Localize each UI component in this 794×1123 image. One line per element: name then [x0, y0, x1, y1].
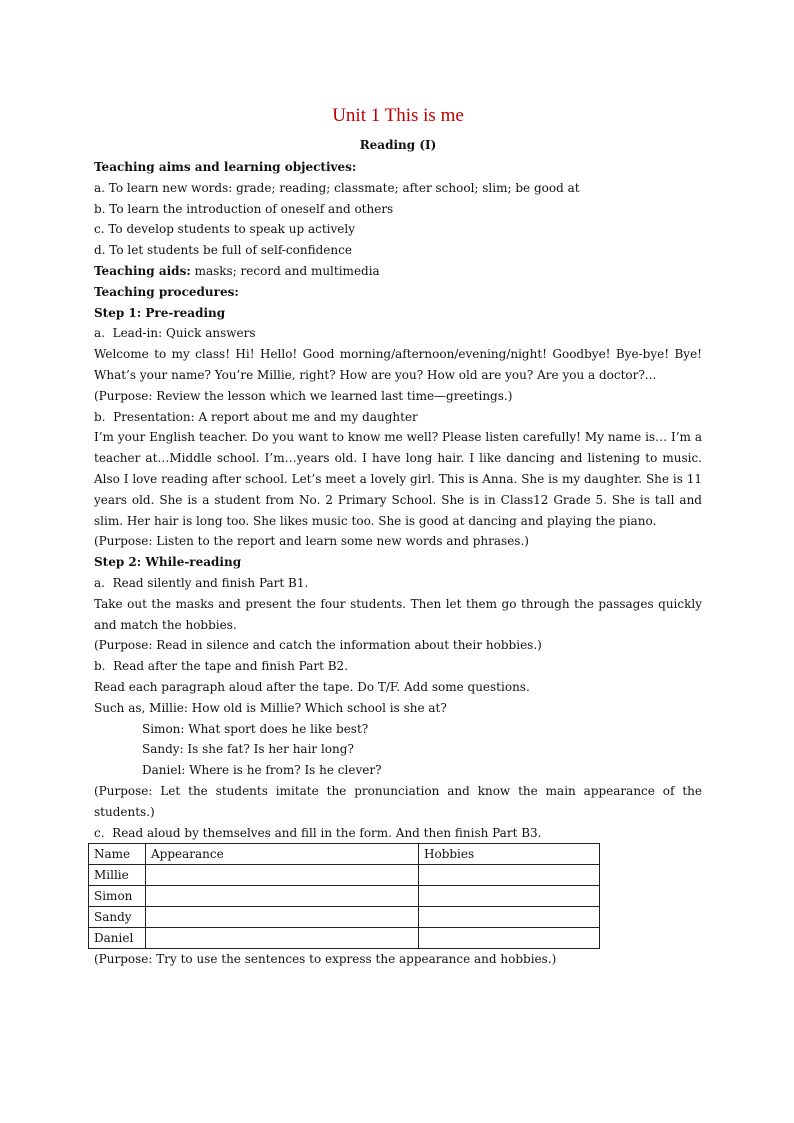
- step1-b-label: b. Presentation: A report about me and my daughter: [94, 409, 418, 424]
- step2-heading: Step 2: While-reading: [94, 555, 242, 570]
- step1-a-purpose: (Purpose: Review the lesson which we learned last time—greetings.): [94, 388, 513, 403]
- table-row: [89, 907, 600, 928]
- procedures-heading: Teaching procedures:: [94, 284, 239, 299]
- table-cell-appearance: [146, 928, 419, 949]
- question-item: Such as, Millie: How old is Millie? Which school is she at?: [94, 700, 447, 715]
- step2-a-label: a. Read silently and finish Part B1.: [94, 575, 309, 590]
- table-cell-appearance: [146, 907, 419, 928]
- step2-b-purpose: (Purpose: Let the students imitate the pronunciation and know the main appearance of the students.): [94, 783, 706, 819]
- table-cell-hobbies: [419, 907, 600, 928]
- aim-item: b. To learn the introduction of oneself and others: [94, 201, 394, 216]
- step1-a-text: Welcome to my class! Hi! Hello! Good morning/afternoon/evening/night! Goodbye! Bye-bye! Bye! What’s your name? You’re Millie, right? How are you? How old are you? Are you a doctor?...: [94, 347, 706, 382]
- question-item: Daniel: Where is he from? Is he clever?: [142, 763, 382, 778]
- step2-a-purpose: (Purpose: Read in silence and catch the information about their hobbies.): [94, 638, 542, 653]
- table-header-hobbies: Hobbies: [419, 844, 600, 865]
- table-cell-name: Daniel: [89, 928, 146, 949]
- step1-b-purpose: (Purpose: Listen to the report and learn some new words and phrases.): [94, 534, 529, 549]
- table-row: [89, 928, 600, 949]
- question-item: Simon: What sport does he like best?: [142, 721, 369, 736]
- table-header-row: [89, 844, 600, 865]
- appearance-hobbies-table: [88, 843, 600, 949]
- step1-a-label: a. Lead-in: Quick answers: [94, 326, 256, 341]
- table-header-name: Name: [89, 844, 146, 865]
- step2-a-text: Take out the masks and present the four students. Then let them go through the passages quickly and match the hobbies.: [94, 596, 706, 632]
- table-cell-appearance: [146, 865, 419, 886]
- aims-heading: Teaching aims and learning objectives:: [94, 160, 357, 174]
- aids-text: masks; record and multimedia: [190, 263, 380, 278]
- aim-item: c. To develop students to speak up actively: [94, 222, 355, 237]
- step2-b-label: b. Read after the tape and finish Part B2.: [94, 659, 349, 674]
- table-row: [89, 886, 600, 907]
- step1-heading: Step 1: Pre-reading: [94, 305, 226, 320]
- step2-c-purpose: (Purpose: Try to use the sentences to express the appearance and hobbies.): [94, 952, 557, 967]
- table-cell-name: Sandy: [89, 907, 146, 928]
- table-header-appearance: Appearance: [146, 844, 419, 865]
- table-cell-name: Millie: [89, 865, 146, 886]
- table-cell-appearance: [146, 886, 419, 907]
- aids-line: [94, 261, 702, 282]
- table-cell-hobbies: [419, 886, 600, 907]
- table-cell-name: Simon: [89, 886, 146, 907]
- table-cell-hobbies: [419, 865, 600, 886]
- aim-item: d. To let students be full of self-confidence: [94, 243, 352, 258]
- document-page: [94, 104, 706, 970]
- question-item: Sandy: Is she fat? Is her hair long?: [142, 742, 354, 757]
- step2-b-text: Read each paragraph aloud after the tape. Do T/F. Add some questions.: [94, 679, 530, 694]
- section-subtitle: Reading (I): [359, 138, 437, 152]
- table-cell-hobbies: [419, 928, 600, 949]
- aim-item: a. To learn new words: grade; reading; classmate; after school; slim; be good at: [94, 180, 580, 195]
- aids-label: Teaching aids:: [94, 263, 191, 278]
- step2-c-label: c. Read aloud by themselves and fill in the form. And then finish Part B3.: [94, 825, 542, 840]
- table-row: [89, 865, 600, 886]
- page-title: Unit 1 This is me: [332, 105, 464, 126]
- step1-b-text: I’m your English teacher. Do you want to know me well? Please listen carefully! My name is… I’m a teacher at…Middle school. I’m…years old. I have long hair. I like dancing and listening to music. Also I love reading after school. Let’s meet a lovely girl. This is Anna. She is my daughter. She is 11 years old. She is a student from No. 2 Primary School. She is in Class12 Grade 5. She is tall and slim. Her hair is long too. She likes music too. She is good at dancing and playing the piano.: [94, 430, 706, 528]
